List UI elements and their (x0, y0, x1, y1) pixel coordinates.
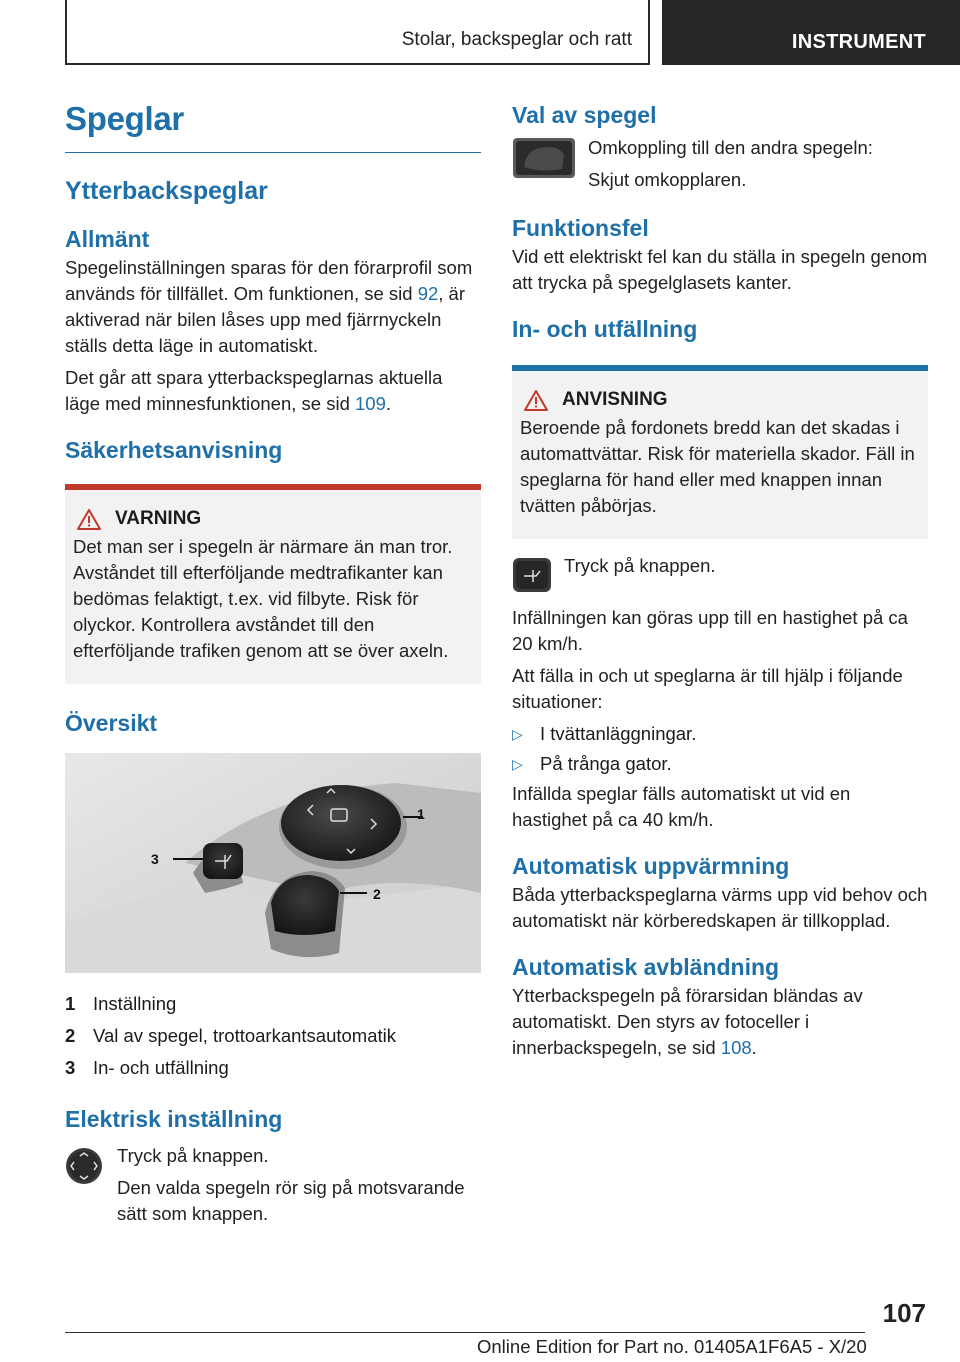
list-item: ▷ I tvättanläggningar. (512, 719, 928, 749)
warning-text: Det man ser i spegeln är närmare än man tror. Avståndet till efterföljande medtrafikanter kan bedömas felaktigt, t.ex. vid filbyte. Risk för olyckor. Kontrollera avståndet till den efterföljande trafiken genom att se över axeln. (73, 536, 453, 661)
section-heading-outer-mirrors: Ytterbackspeglar (65, 177, 268, 205)
right-column (512, 100, 928, 1061)
header-section-box (65, 0, 650, 65)
heading-mirror-selection: Val av spegel (512, 102, 657, 128)
auto-dimming-text: Ytterbackspegeln på förarsidan bländas av automatiskt. Den styrs av fotoceller i innerbackspegeln, se sid 108. (512, 985, 863, 1058)
fold-paragraph-3: Infällda speglar fälls automatiskt ut vid en hastighet på ca 40 km/h. (512, 783, 851, 830)
bullet-triangle-icon: ▷ (512, 756, 523, 772)
heading-fold: In- och utfällning (512, 316, 698, 342)
bullet-triangle-icon: ▷ (512, 726, 523, 742)
mirror-adjust-button-icon (65, 1147, 103, 1185)
legend-item: 1 Inställning (65, 993, 177, 1014)
callout-3: 3 (151, 851, 159, 867)
heading-safety: Säkerhetsanvisning (65, 437, 283, 463)
general-paragraph-2: Det går att spara ytterbackspeglarnas aktuella läge med minnesfunktionen, se sid 109. (65, 367, 443, 414)
heading-auto-dimming: Automatisk avbländning (512, 954, 780, 980)
fold-button-icon (512, 557, 552, 593)
notice-triangle-icon (524, 390, 548, 411)
mirror-selection-block (512, 135, 928, 195)
warning-title (73, 508, 473, 530)
mirror-controls-illustration (65, 753, 481, 973)
electric-step-1: Tryck på knappen. (117, 1145, 269, 1166)
fold-bullet-list (512, 719, 928, 779)
heading-auto-heating: Automatisk uppvärmning (512, 853, 790, 879)
list-item: ▷ På trånga gator. (512, 749, 928, 779)
warning-box (65, 484, 481, 684)
footer-edition: Online Edition for Part no. 01405A1F6A5 - X/20 (477, 1336, 867, 1357)
fold-paragraph-1: Infällningen kan göras upp till en hastighet på ca 20 km/h. (512, 607, 908, 654)
notice-box (512, 365, 928, 539)
mirror-selector-switch-icon (512, 137, 576, 179)
fold-press-block (512, 553, 928, 601)
fold-press-text: Tryck på knappen. (564, 555, 716, 576)
callout-2: 2 (373, 886, 381, 902)
footer-divider (65, 1332, 865, 1333)
page-link-92[interactable]: 92 (417, 283, 439, 304)
fold-paragraph-2: Att fälla in och ut speglarna är till hjälp i följande situationer: (512, 665, 903, 712)
header-chapter-label: INSTRUMENT (791, 31, 926, 53)
heading-general: Allmänt (65, 226, 150, 252)
mirror-selection-line-2: Skjut omkopplaren. (588, 169, 747, 190)
electric-step-2: Den valda spegeln rör sig på motsvarande sätt som knappen. (117, 1177, 465, 1224)
left-column (65, 100, 481, 1227)
header-section-title: Stolar, backspeglar och ratt (401, 29, 632, 50)
header-chapter-tab (662, 0, 960, 65)
notice-title (520, 389, 920, 411)
page-link-108[interactable]: 108 (720, 1037, 752, 1058)
malfunction-text: Vid ett elektriskt fel kan du ställa in spegeln genom att trycka på spegelglasets kanter. (512, 246, 928, 293)
warning-label: VARNING (115, 508, 202, 529)
electric-adjustment-block (65, 1143, 481, 1227)
page-title: Speglar (65, 100, 481, 153)
heading-overview: Översikt (65, 710, 158, 736)
general-paragraph-1: Spegelinställningen sparas för den förarprofil som används för tillfället. Om funktionen, se sid 92, är aktiverad när bilen låses upp med fjärrnyckeln ställs detta läge in automatiskt. (65, 257, 473, 356)
heading-electric-adjustment: Elektrisk inställning (65, 1106, 283, 1132)
callout-1: 1 (417, 806, 425, 822)
notice-text: Beroende på fordonets bredd kan det skadas i automattvättar. Risk för materiella skador. Fäll in speglarna för hand eller med knappen innan tvätten påbörjas. (520, 417, 915, 516)
legend-item: 2 Val av spegel, trottoarkantsautomatik (65, 1025, 397, 1046)
auto-heating-text: Båda ytterbackspeglarna värms upp vid behov och automatiskt när körberedskapen är tillkopplad. (512, 884, 928, 931)
legend-item: 3 In- och utfällning (65, 1057, 229, 1078)
overview-legend (65, 988, 481, 1084)
overview-photo (65, 753, 481, 978)
page-link-109[interactable]: 109 (355, 393, 386, 414)
mirror-selection-line-1: Omkoppling till den andra spegeln: (588, 137, 873, 158)
notice-label: ANVISNING (562, 389, 668, 410)
page-number: 107 (882, 1298, 926, 1328)
heading-malfunction: Funktionsfel (512, 215, 649, 241)
warning-triangle-icon (77, 509, 101, 530)
